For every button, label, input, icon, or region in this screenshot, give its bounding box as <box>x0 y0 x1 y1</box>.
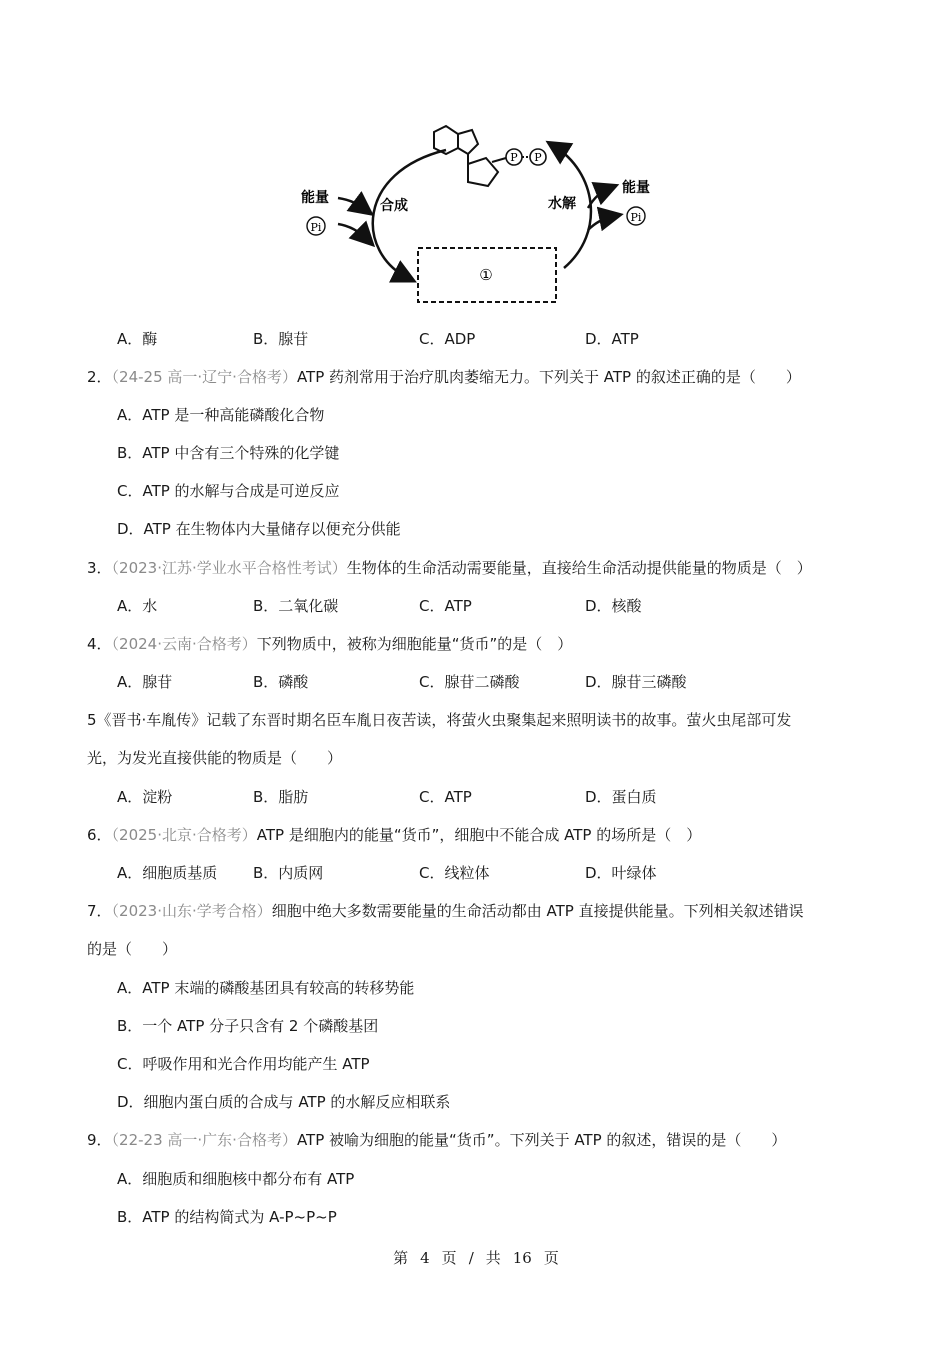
adenine-five-ring <box>458 130 478 154</box>
question-5-stem-line-2: 光，为发光直接供能的物质是（ ） <box>87 749 343 767</box>
question-6-stem <box>87 824 701 845</box>
q3-option-b: B．二氧化碳 <box>253 597 339 615</box>
question-source: （2024·云南·合格考） <box>111 635 257 653</box>
question-7-stem-line-2: 的是（ ） <box>87 940 178 958</box>
q9-option-b: B．ATP 的结构简式为 A-P~P~P <box>117 1208 337 1226</box>
question-2-stem <box>87 366 801 387</box>
q1-option-b: B．腺苷 <box>253 330 309 348</box>
q2-option-b: B．ATP 中含有三个特殊的化学键 <box>117 444 340 462</box>
question-source: （22-23 高一·广东·合格考） <box>111 1131 297 1149</box>
pi-out-label: Pi <box>630 211 642 224</box>
q4-option-d: D．腺苷三磷酸 <box>585 673 687 691</box>
q3-option-c: C．ATP <box>419 597 472 615</box>
question-text: ATP 是细胞内的能量“货币”，细胞中不能合成 ATP 的场所是（ ） <box>256 826 702 844</box>
footer-slash: / <box>468 1249 474 1267</box>
q5-option-d: D．蛋白质 <box>585 788 657 806</box>
pi-in-label: Pi <box>310 221 322 234</box>
q7-option-d: D．细胞内蛋白质的合成与 ATP 的水解反应相联系 <box>117 1093 451 1111</box>
question-text: 细胞中绝大多数需要能量的生命活动都由 ATP 直接提供能量。下列相关叙述错误 <box>271 902 804 920</box>
synthesis-arrow <box>373 150 446 278</box>
q7-option-c: C．呼吸作用和光合作用均能产生 ATP <box>117 1055 370 1073</box>
synthesis-label: 合成 <box>380 198 408 214</box>
question-9-stem <box>87 1129 786 1150</box>
q4-option-b: B．磷酸 <box>253 673 309 691</box>
page-footer <box>0 1247 952 1268</box>
question-number: 7． <box>87 902 112 920</box>
footer-total-pages: 16 <box>512 1249 532 1267</box>
question-number: 3． <box>87 559 112 577</box>
question-text: ATP 被喻为细胞的能量“货币”。下列关于 ATP 的叙述，错误的是（ ） <box>296 1131 787 1149</box>
question-number: 4． <box>87 635 112 653</box>
question-text: 下列物质中，被称为细胞能量“货币”的是（ ） <box>256 635 573 653</box>
phosphate-1-label: P <box>510 151 518 164</box>
q1-option-d: D．ATP <box>585 330 639 348</box>
q9-option-a: A．细胞质和细胞核中都分布有 ATP <box>117 1170 355 1188</box>
question-4-stem <box>87 633 572 654</box>
q1-option-c: C．ADP <box>419 330 476 348</box>
q6-option-b: B．内质网 <box>253 864 324 882</box>
footer-gong: 共 <box>485 1249 501 1267</box>
q7-option-a: A．ATP 末端的磷酸基团具有较高的转移势能 <box>117 979 415 997</box>
question-number: 6． <box>87 826 112 844</box>
q3-option-d: D．核酸 <box>585 597 642 615</box>
phosphate-2-label: P <box>534 151 542 164</box>
q3-option-a: A．水 <box>117 597 158 615</box>
q6-option-c: C．线粒体 <box>419 864 490 882</box>
question-text: 生物体的生命活动需要能量，直接给生命活动提供能量的物质是（ ） <box>346 559 812 577</box>
energy-in-arrow <box>338 198 366 210</box>
q7-option-b: B．一个 ATP 分子只含有 2 个磷酸基团 <box>117 1017 379 1035</box>
unknown-box-label: ① <box>479 266 493 284</box>
footer-di: 第 <box>393 1249 409 1267</box>
atp-cycle-diagram <box>296 122 666 312</box>
question-3-stem <box>87 557 812 578</box>
q4-option-a: A．腺苷 <box>117 673 173 691</box>
question-source: （2023·江苏·学业水平合格性考试） <box>111 559 347 577</box>
footer-ye: 页 <box>441 1249 457 1267</box>
q2-option-c: C．ATP 的水解与合成是可逆反应 <box>117 482 340 500</box>
question-source: （24-25 高一·辽宁·合格考） <box>111 368 297 386</box>
question-source: （2023·山东·学考合格） <box>111 902 272 920</box>
q2-option-d: D．ATP 在生物体内大量储存以便充分供能 <box>117 520 401 538</box>
q6-option-a: A．细胞质基质 <box>117 864 218 882</box>
q1-option-a: A．酶 <box>117 330 158 348</box>
q4-option-c: C．腺苷二磷酸 <box>419 673 520 691</box>
q5-option-b: B．脂肪 <box>253 788 309 806</box>
q5-option-c: C．ATP <box>419 788 472 806</box>
energy-in-label: 能量 <box>301 190 329 206</box>
energy-out-arrow <box>588 188 610 208</box>
q6-option-d: D．叶绿体 <box>585 864 657 882</box>
question-5-stem-line-1: 5《晋书·车胤传》记载了东晋时期名臣车胤日夜苦读，将萤火虫聚集起来照明读书的故事。萤火虫尾部可发 <box>87 711 792 729</box>
question-number: 2． <box>87 368 112 386</box>
hydrolysis-label: 水解 <box>548 196 576 212</box>
footer-ye-2: 页 <box>543 1249 559 1267</box>
energy-out-label: 能量 <box>622 180 650 196</box>
pi-in-arrow <box>338 224 368 240</box>
adenine-six-ring <box>434 126 458 154</box>
q5-option-a: A．淀粉 <box>117 788 173 806</box>
question-text: ATP 药剂常用于治疗肌肉萎缩无力。下列关于 ATP 的叙述正确的是（ ） <box>296 368 801 386</box>
question-number: 9． <box>87 1131 112 1149</box>
footer-page-number: 4 <box>420 1249 430 1267</box>
atp-adp-cycle-figure <box>296 122 666 312</box>
question-7-stem <box>87 900 804 921</box>
question-source: （2025·北京·合格考） <box>111 826 257 844</box>
q2-option-a: A．ATP 是一种高能磷酸化合物 <box>117 406 325 424</box>
